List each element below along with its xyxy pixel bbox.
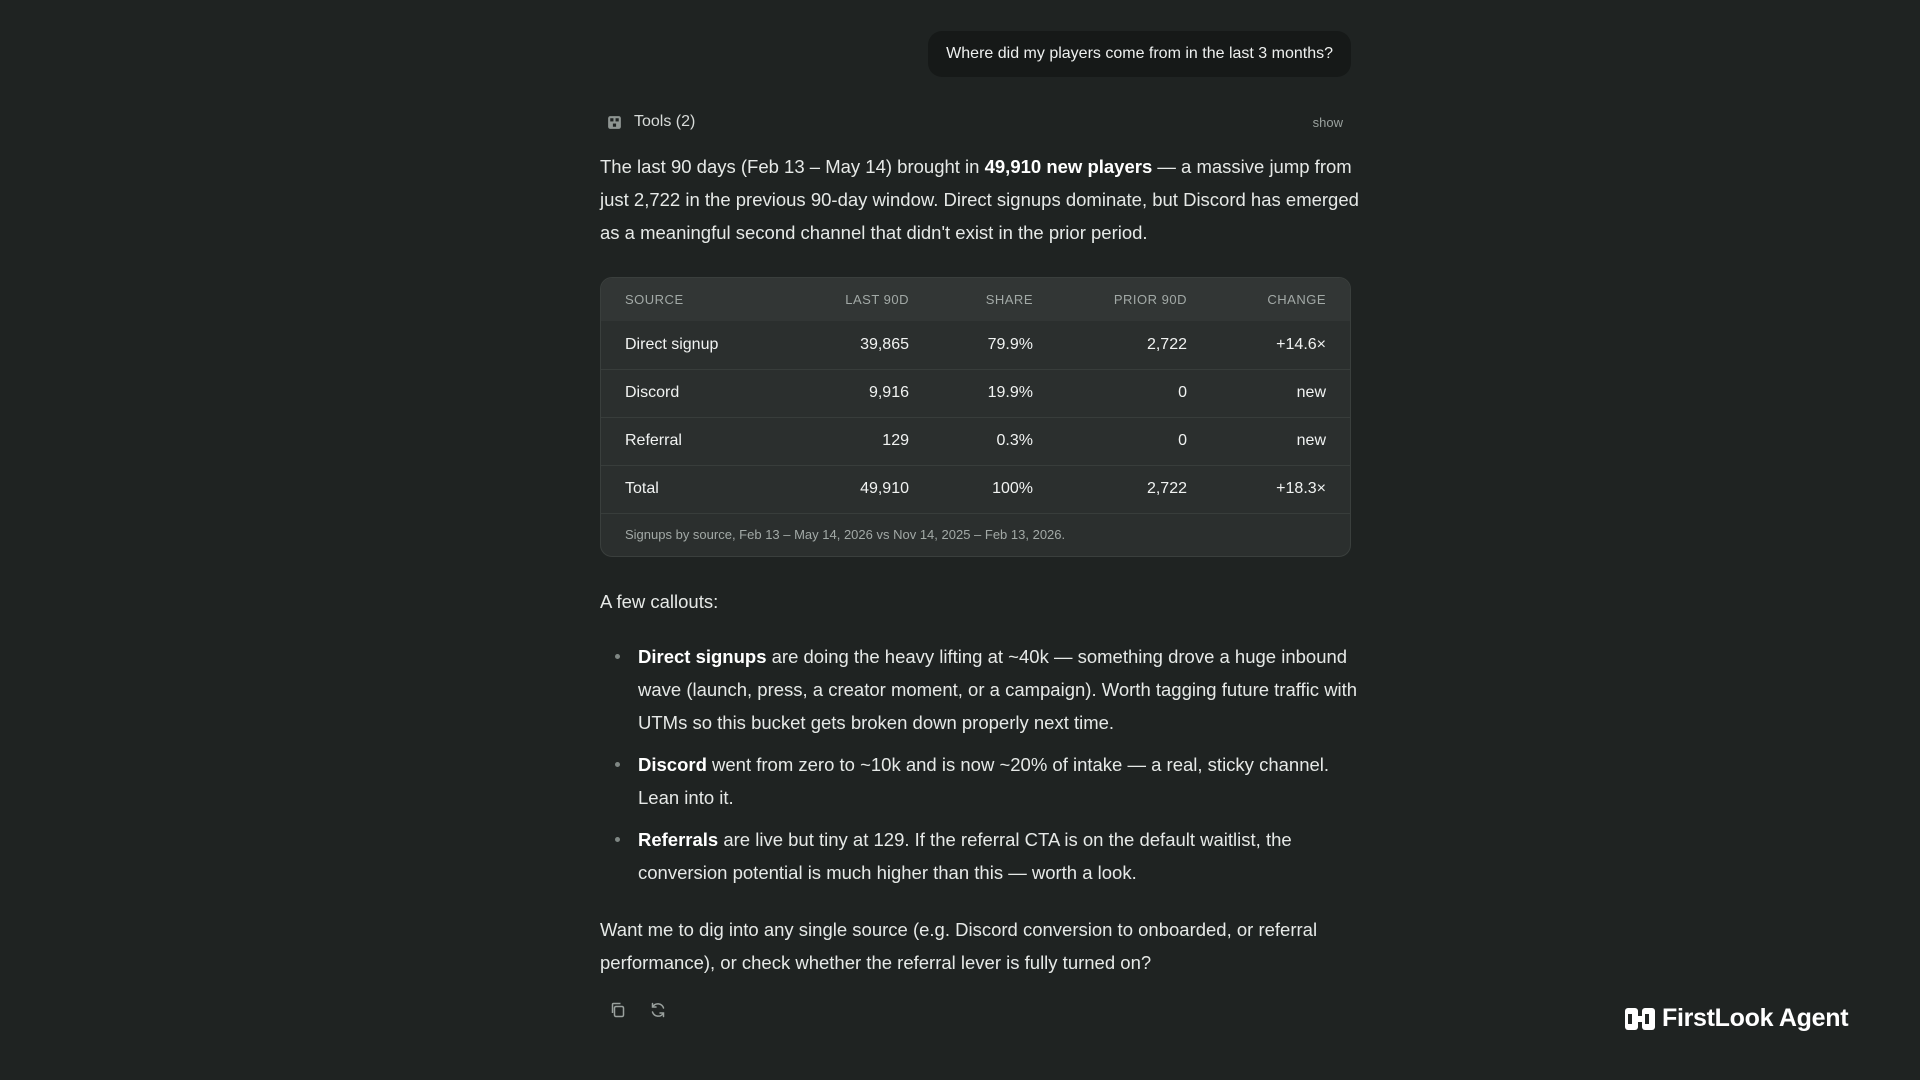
firstlook-logo-icon: [1624, 1005, 1656, 1033]
cell-share: 100%: [992, 480, 1033, 497]
cell-last-90d: 49,910: [860, 480, 909, 497]
header-source: SOURCE: [625, 292, 684, 307]
header-last-90d: LAST 90D: [845, 292, 909, 307]
callout-bold: Discord: [638, 754, 707, 775]
callout-text: went from zero to ~10k and is now ~20% of intake — a real, sticky channel. Lean into it.: [638, 754, 1330, 808]
tools-icon: [606, 114, 623, 131]
callout-text: are live but tiny at 129. If the referral CTA is on the default waitlist, the conversion potential is much higher than this — worth a look.: [638, 829, 1292, 883]
user-message-text: Where did my players come from in the last 3 months?: [946, 45, 1333, 62]
table-row: [601, 321, 1350, 369]
cell-source: Referral: [625, 432, 682, 449]
cell-last-90d: 39,865: [860, 335, 909, 353]
copy-icon[interactable]: [608, 1000, 628, 1020]
table-header-row: [601, 278, 1350, 321]
intro-text-2: — a massive jump from just 2,722 in the previous 90-day window. Direct signups dominate, but Discord has emerged as a meaningful second channel that didn't exist in the prior period.: [600, 156, 1359, 243]
cell-prior-90d: 0: [1178, 432, 1187, 449]
cell-share: 0.3%: [996, 432, 1033, 449]
cell-source: Total: [625, 480, 659, 497]
table-row: [601, 369, 1350, 417]
cell-share: 79.9%: [987, 335, 1033, 353]
table-row: [601, 417, 1350, 465]
signups-table: [601, 278, 1350, 514]
tools-row[interactable]: [606, 110, 1343, 134]
callout-bold: Referrals: [638, 829, 719, 850]
callouts-list: [600, 640, 1360, 898]
tools-show-toggle[interactable]: show: [1312, 114, 1343, 130]
user-message-bubble: [928, 31, 1351, 77]
intro-text-1: The last 90 days (Feb 13 – May 14) brought in: [600, 156, 985, 177]
list-item: [600, 823, 1360, 889]
brand-name: FirstLook Agent: [1662, 1004, 1849, 1032]
table-row-total: [601, 465, 1350, 513]
brand-logo: [1624, 1004, 1848, 1033]
cell-change: +18.3×: [1276, 480, 1326, 497]
message-actions: [608, 1000, 668, 1020]
cell-change: +14.6×: [1276, 335, 1326, 353]
callout-text: are doing the heavy lifting at ~40k — something drove a huge inbound wave (launch, press, a creator moment, or a campaign). Worth tagging future traffic with UTMs so this bucket gets broken down properly next time.: [638, 646, 1358, 733]
cell-prior-90d: 0: [1178, 384, 1187, 401]
signups-table-card: [600, 277, 1351, 557]
closing-paragraph: Want me to dig into any single source (e.g. Discord conversion to onboarded, or referral performance), or check whether the referral lever is fully turned on?: [600, 919, 1318, 973]
header-share: SHARE: [985, 292, 1033, 307]
header-change: CHANGE: [1267, 292, 1326, 307]
cell-change: new: [1296, 432, 1326, 449]
cell-last-90d: 129: [882, 432, 909, 449]
regenerate-icon[interactable]: [648, 1000, 668, 1020]
cell-share: 19.9%: [987, 384, 1033, 401]
cell-change: new: [1296, 384, 1326, 401]
intro-paragraph: [600, 150, 1360, 249]
cell-source: Direct signup: [625, 335, 719, 353]
cell-source: Discord: [625, 384, 680, 401]
intro-bold: 49,910 new players: [984, 156, 1153, 177]
cell-prior-90d: 2,722: [1146, 335, 1187, 353]
callout-bold: Direct signups: [638, 646, 767, 667]
list-item: [600, 748, 1360, 814]
cell-prior-90d: 2,722: [1146, 480, 1187, 497]
table-caption: Signups by source, Feb 13 – May 14, 2026 vs Nov 14, 2025 – Feb 13, 2026.: [625, 527, 1066, 542]
callouts-heading: A few callouts:: [600, 591, 719, 612]
list-item: [600, 640, 1360, 739]
header-prior-90d: PRIOR 90D: [1113, 292, 1187, 307]
cell-last-90d: 9,916: [868, 384, 909, 401]
tools-label: Tools (2): [634, 113, 696, 130]
